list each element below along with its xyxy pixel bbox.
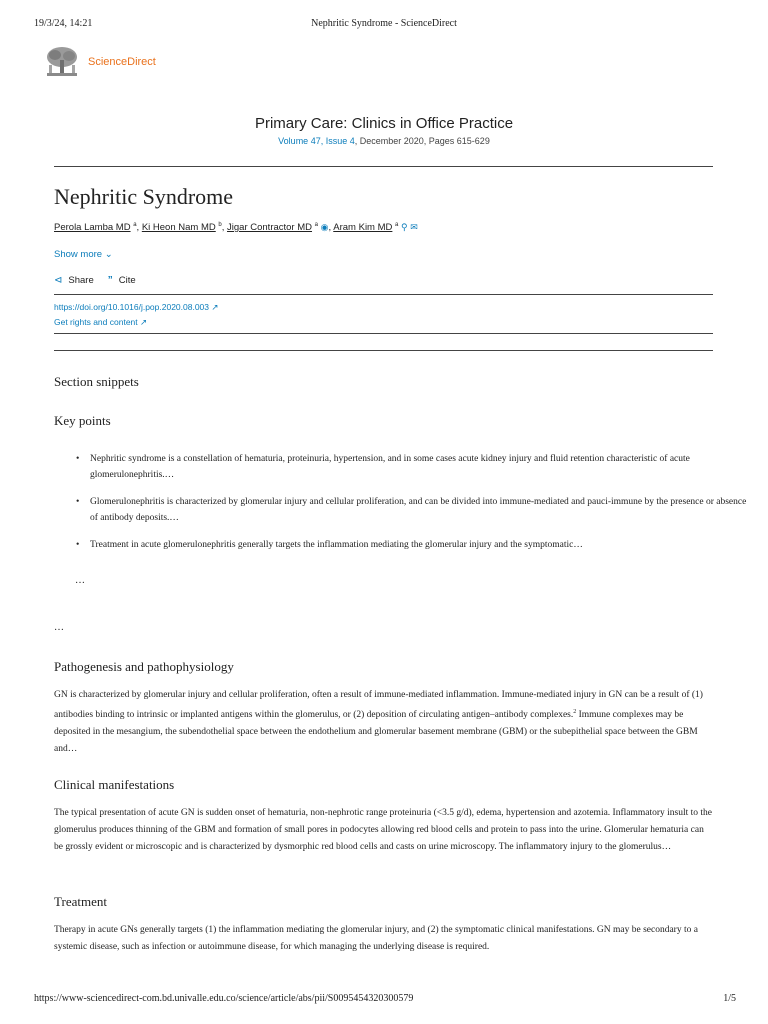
journal-title[interactable]: Primary Care: Clinics in Office Practice: [254, 115, 514, 132]
sciencedirect-logo[interactable]: [44, 46, 156, 78]
pathogenesis-text-a: GN is characterized by glomerular injury and cellular proliferation, often a result of immune-mediated inflammation. Immune-mediated injury in GN can be a result of (1) antibodies binding to intrinsic or implanted antigens within the glomerulus, or (2) deposition of circulating antigen–antibody complexes.: [54, 690, 703, 721]
ellipsis-outer: …: [54, 622, 64, 633]
divider: [54, 294, 713, 295]
chevron-down-icon: ⌄: [104, 249, 113, 260]
author-link[interactable]: Aram Kim MD: [333, 222, 393, 234]
issue-info: [0, 136, 768, 146]
pathogenesis-text-b: Immune complexes may be deposited in the mesangium, the subendothelial space between the endothelium and glomerular basement membrane (GBM) or the subepithelial space between the GBM and…: [54, 710, 698, 755]
affiliation-marker[interactable]: a: [133, 222, 137, 228]
person-icon[interactable]: ⚲: [401, 222, 408, 233]
page-number: 1/5: [723, 993, 736, 1004]
divider: [54, 333, 713, 334]
print-datetime: 19/3/24, 14:21: [34, 18, 93, 29]
doi-text: https://doi.org/10.1016/j.pop.2020.08.003: [54, 302, 210, 312]
key-points-list: [54, 452, 750, 554]
author-link[interactable]: Jigar Contractor MD: [227, 222, 313, 234]
sciencedirect-brand: ScienceDirect: [88, 56, 156, 68]
external-link-icon: ↗: [140, 317, 148, 327]
show-more-button[interactable]: [54, 249, 113, 260]
affiliation-marker[interactable]: b: [218, 222, 222, 228]
email-icon[interactable]: ✉: [410, 222, 418, 233]
divider: [54, 166, 713, 167]
clinical-text: The typical presentation of acute GN is sudden onset of hematuria, non-nephrotic range proteinuria (<3.5 g/d), edema, hypertension and azotemia. Inflammatory insult to the glomerulus produces thinning of the GBM and formation of small pores in podocytes allowing red blood cells and protein to pass into the urine. Glomerular hematuria can be grossly evident or microscopic and is characterized by dysmorphic red blood cells and casts on urine microscopy. The inflammatory injury to the glomerulus…: [54, 808, 713, 852]
author-link[interactable]: Ki Heon Nam MD: [141, 222, 216, 234]
clinical-heading: Clinical manifestations: [54, 777, 175, 792]
divider: [54, 350, 713, 351]
rights-link[interactable]: [54, 317, 147, 328]
list-item: • Glomerulonephritis is characterized by glomerular injury and cellular proliferation, and can be divided into immune-mediated and pauci-immune by the presence or absence of antibody deposits.…: [90, 495, 750, 526]
share-button[interactable]: Share: [68, 275, 94, 286]
share-cite-bar: [54, 275, 136, 286]
key-points-heading: Key points: [54, 413, 111, 428]
treatment-text: Therapy in acute GNs generally targets (1) the inflammation mediating the glomerular injury, and (2) the symptomatic clinical manifestations. GN may be secondary to a systemic disease, such as infection or autoimmune disease, for which managing the underlying disease is required.: [54, 925, 698, 952]
list-item: • Nephritic syndrome is a constellation of hematuria, proteinuria, hypertension, and in some cases acute kidney injury and fluid retention characteristic of acute glomerulonephritis.…: [90, 452, 750, 483]
quote-icon: ”: [107, 275, 113, 286]
share-icon: ⊲: [54, 275, 63, 286]
globe-icon[interactable]: ◉: [320, 222, 329, 233]
external-link-icon: ↗: [211, 302, 219, 312]
issue-date-pages: , December 2020, Pages 615-629: [354, 136, 490, 146]
section-snippets-heading: Section snippets: [54, 374, 139, 389]
affiliation-marker[interactable]: a: [395, 222, 399, 228]
print-page-title: Nephritic Syndrome - ScienceDirect: [311, 18, 457, 29]
cite-button[interactable]: Cite: [118, 275, 136, 286]
author-link[interactable]: Perola Lamba MD: [54, 222, 131, 234]
author-list: Perola Lamba MD $^a$, Ki Heon Nam MD $^b$, Jigar Contractor MD $^a$ ◉, Aram Kim MD $^a$ ⚲ ✉: [54, 222, 418, 234]
elsevier-tree-icon: [44, 46, 80, 78]
pathogenesis-heading: Pathogenesis and pathophysiology: [54, 659, 234, 674]
volume-issue-link[interactable]: Volume 47, Issue 4: [278, 136, 355, 146]
ellipsis-inner: …: [75, 575, 85, 586]
article-title: Nephritic Syndrome: [54, 184, 234, 209]
print-url: https://www-sciencedirect-com.bd.univalle.edu.co/science/article/abs/pii/S0095454320300579: [34, 993, 414, 1004]
doi-link[interactable]: [54, 302, 219, 313]
show-more-label: Show more: [54, 249, 103, 260]
treatment-heading: Treatment: [54, 894, 107, 909]
pathogenesis-text: [54, 687, 714, 758]
list-item: • Treatment in acute glomerulonephritis generally targets the inflammation mediating the glomerular injury and the symptomatic…: [90, 538, 750, 554]
affiliation-marker[interactable]: a: [314, 222, 318, 228]
reference-link[interactable]: 2: [573, 709, 577, 715]
rights-text: Get rights and content: [54, 317, 138, 327]
